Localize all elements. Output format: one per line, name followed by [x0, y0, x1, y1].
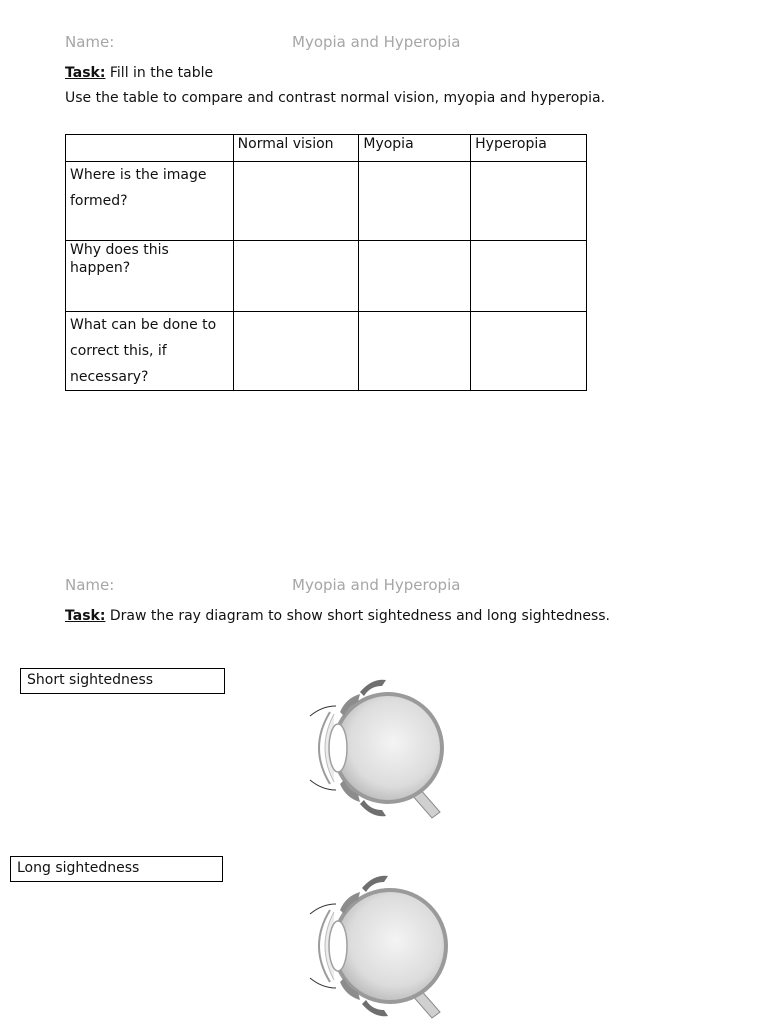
- table-row: [66, 162, 587, 241]
- comparison-table: [65, 134, 587, 391]
- table-header-row: [66, 135, 587, 162]
- task-text: Draw the ray diagram to show short sightedness and long sightedness.: [105, 608, 610, 624]
- table-header-myopia: Myopia: [359, 135, 471, 162]
- task-label: Task:: [65, 608, 106, 624]
- task-line: [65, 608, 610, 624]
- answer-cell[interactable]: [233, 162, 359, 241]
- instruction-text: Use the table to compare and contrast normal vision, myopia and hyperopia.: [65, 90, 606, 106]
- row-question: Where is the image formed?: [66, 162, 234, 241]
- table-header-hyperopia: Hyperopia: [471, 135, 587, 162]
- answer-cell[interactable]: [471, 241, 587, 312]
- row-question: What can be done to correct this, if necessary?: [66, 312, 234, 391]
- answer-cell[interactable]: [359, 241, 471, 312]
- answer-cell[interactable]: [233, 241, 359, 312]
- eye-cross-section-icon: [300, 868, 450, 1024]
- row-question: Why does this happen?: [66, 241, 234, 312]
- answer-cell[interactable]: [471, 162, 587, 241]
- table-row: [66, 241, 587, 312]
- table-row: [66, 312, 587, 391]
- table-header-cell: [66, 135, 234, 162]
- long-sightedness-box: Long sightedness: [10, 856, 223, 882]
- worksheet-title: Myopia and Hyperopia: [292, 33, 461, 51]
- eye-cross-section-icon: [300, 672, 450, 824]
- table-header-normal-vision: Normal vision: [233, 135, 359, 162]
- short-sightedness-box: Short sightedness: [20, 668, 225, 694]
- task-label: Task:: [65, 65, 106, 81]
- answer-cell[interactable]: [359, 312, 471, 391]
- answer-cell[interactable]: [233, 312, 359, 391]
- task-text: Fill in the table: [105, 65, 214, 81]
- task-line: [65, 65, 213, 81]
- name-label: Name:: [65, 33, 115, 51]
- worksheet-title: Myopia and Hyperopia: [292, 576, 461, 594]
- answer-cell[interactable]: [359, 162, 471, 241]
- name-label: Name:: [65, 576, 115, 594]
- answer-cell[interactable]: [471, 312, 587, 391]
